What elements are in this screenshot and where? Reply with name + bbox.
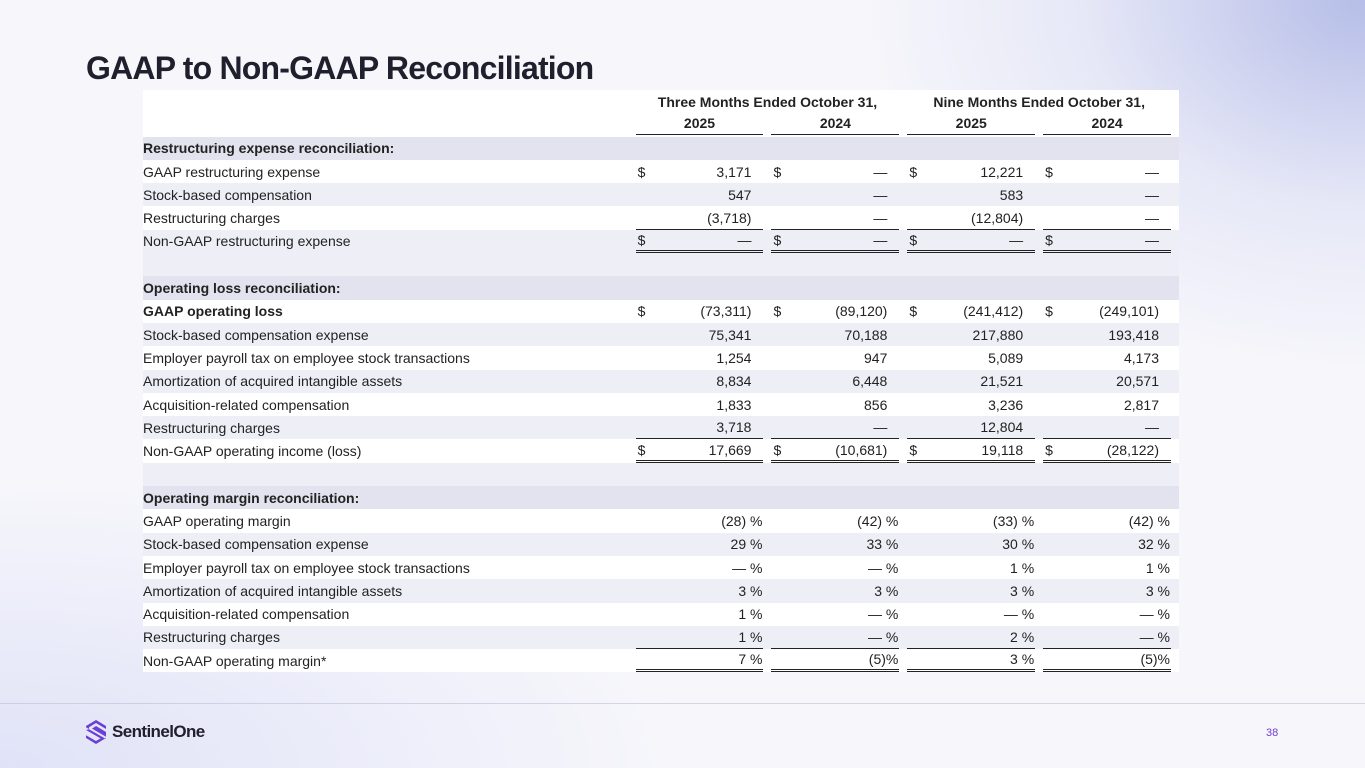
cell-value: — % <box>868 628 899 645</box>
cell-value: 3 % <box>1145 582 1170 599</box>
cell-value: 12,221 <box>980 163 1024 180</box>
cell-value: — <box>873 419 888 436</box>
page-title: GAAP to Non-GAAP Reconciliation <box>86 50 594 86</box>
cell-value: 8,834 <box>716 373 752 390</box>
cell-value: 1 % <box>738 606 763 623</box>
cell-value: — % <box>868 606 899 623</box>
table-row <box>143 370 1179 393</box>
table-row: GAAP operating loss $ (73,311) $ (89,120) $ (241,412) $ (249,101) <box>143 300 1179 323</box>
year-header: 2025 <box>636 113 772 136</box>
row-label: Amortization of acquired intangible assets <box>143 579 636 602</box>
cell-value: 75,341 <box>708 326 752 343</box>
cell-value: — <box>1145 419 1159 436</box>
table-row: GAAP restructuring expense $ 3,171 $ — $ 12,221 $ — <box>143 160 1179 183</box>
cell-value: (28,122) <box>1106 441 1159 458</box>
section-heading: Operating margin reconciliation: <box>143 486 1179 509</box>
row-label: GAAP operating loss <box>143 303 283 320</box>
table-row <box>143 649 1179 672</box>
cell-value: — <box>873 163 888 180</box>
cell-value: 4,173 <box>1123 349 1159 366</box>
cell-value: 3,236 <box>988 396 1024 413</box>
section-heading-row <box>143 137 1179 160</box>
row-label: Amortization of acquired intangible assets <box>143 370 636 393</box>
brand-logo <box>86 720 205 744</box>
cell-value: (42) % <box>857 512 899 529</box>
row-label: Non-GAAP restructuring expense <box>143 230 636 253</box>
table-row <box>143 323 1179 346</box>
cell-value: 583 <box>999 186 1024 203</box>
cell-value: (12,804) <box>971 209 1024 226</box>
table-row <box>143 533 1179 556</box>
cell-value: — <box>737 231 752 248</box>
cell-value: (249,101) <box>1099 303 1159 320</box>
row-label: Stock-based compensation expense <box>143 533 636 556</box>
table-row <box>143 393 1179 416</box>
cell-value: 547 <box>728 186 752 203</box>
cell-value: 947 <box>864 349 888 366</box>
sentinelone-logo-icon <box>86 720 106 744</box>
cell-value: (89,120) <box>835 303 888 320</box>
cell-value: 12,804 <box>980 419 1024 436</box>
table-row: Non-GAAP restructuring expense $ — $ — $ — $ — <box>143 230 1179 253</box>
section-heading-row <box>143 486 1179 509</box>
section-heading: Operating loss reconciliation: <box>143 276 1179 299</box>
cell-value: 21,521 <box>980 373 1024 390</box>
cell-value: — <box>1145 231 1159 248</box>
cell-value: 3,171 <box>716 163 752 180</box>
cell-value: 217,880 <box>972 326 1024 343</box>
section-heading-row <box>143 276 1179 299</box>
cell-value: (10,681) <box>835 441 888 458</box>
year-header: 2024 <box>1043 113 1179 136</box>
cell-value: (3,718) <box>707 209 752 226</box>
row-label: Employer payroll tax on employee stock transactions <box>143 559 470 576</box>
cell-value: — % <box>732 559 763 576</box>
spacer-row <box>143 463 1179 486</box>
row-label: Employer payroll tax on employee stock transactions <box>143 349 470 366</box>
cell-value: — <box>1145 163 1159 180</box>
cell-value: (42) % <box>1128 512 1170 529</box>
row-label: Acquisition-related compensation <box>143 396 350 413</box>
cell-value: (33) % <box>992 512 1035 529</box>
nine-months-header: Nine Months Ended October 31, <box>933 93 1145 110</box>
section-heading: Restructuring expense reconciliation: <box>143 137 1179 160</box>
cell-value: — % <box>1003 606 1035 623</box>
table-row: Non-GAAP operating income (loss) $ 17,669 $ (10,681) $ 19,118 $ (28,122) <box>143 439 1179 462</box>
cell-value: — <box>1009 231 1024 248</box>
row-label: Restructuring charges <box>143 626 636 649</box>
cell-value: — <box>873 209 888 226</box>
cell-value: 6,448 <box>852 373 888 390</box>
cell-value: 30 % <box>1002 536 1035 553</box>
cell-value: (73,311) <box>700 303 752 320</box>
cell-value: 1 % <box>738 628 763 645</box>
page-number: 38 <box>1266 727 1279 739</box>
cell-value: 1 % <box>1010 559 1035 576</box>
cell-value: (5)% <box>868 651 899 668</box>
row-label: Restructuring charges <box>143 416 636 439</box>
brand-name: SentinelOne <box>112 722 205 741</box>
cell-value: 2 % <box>1010 628 1035 645</box>
cell-value: 29 % <box>730 536 763 553</box>
year-header: 2024 <box>771 113 907 136</box>
spacer-row <box>143 253 1179 276</box>
footer-divider <box>0 703 1365 704</box>
row-label: Non-GAAP operating margin* <box>143 652 327 669</box>
row-label: GAAP operating margin <box>143 512 291 529</box>
cell-value: — <box>873 186 888 203</box>
cell-value: 17,669 <box>708 441 752 458</box>
reconciliation-table <box>143 90 1179 672</box>
cell-value: 3,718 <box>716 419 752 436</box>
row-label: Stock-based compensation <box>143 183 636 206</box>
cell-value: 3 % <box>1010 651 1035 668</box>
cell-value: 3 % <box>874 582 899 599</box>
row-label: Restructuring charges <box>143 210 280 227</box>
cell-value: — % <box>1139 606 1170 623</box>
cell-value: 1,254 <box>716 349 752 366</box>
cell-value: 20,571 <box>1116 373 1159 390</box>
cell-value: (5)% <box>1140 651 1170 668</box>
cell-value: 7 % <box>738 651 763 668</box>
cell-value: 856 <box>864 396 888 413</box>
year-header-row <box>143 113 1179 136</box>
cell-value: 5,089 <box>988 349 1024 366</box>
table-row <box>143 346 1179 369</box>
table-row <box>143 206 1179 229</box>
table-row <box>143 183 1179 206</box>
cell-value: 19,118 <box>981 441 1024 458</box>
cell-value: 1,833 <box>716 396 752 413</box>
period-header-row <box>143 90 1179 113</box>
cell-value: — <box>1145 186 1159 203</box>
table-row <box>143 416 1179 439</box>
table-row <box>143 579 1179 602</box>
cell-value: 1 % <box>1145 559 1170 576</box>
row-label: Stock-based compensation expense <box>143 323 636 346</box>
cell-value: (28) % <box>721 512 763 529</box>
row-label: Non-GAAP operating income (loss) <box>143 443 362 460</box>
cell-value: 32 % <box>1138 536 1170 553</box>
cell-value: — <box>1145 209 1159 226</box>
cell-value: 193,418 <box>1108 326 1159 343</box>
row-label: Acquisition-related compensation <box>143 606 350 623</box>
cell-value: 2,817 <box>1123 396 1159 413</box>
row-label: GAAP restructuring expense <box>143 163 321 180</box>
cell-value: (241,412) <box>963 303 1024 320</box>
cell-value: — % <box>868 559 899 576</box>
cell-value: — <box>873 231 888 248</box>
table-row <box>143 603 1179 626</box>
table-row <box>143 509 1179 532</box>
cell-value: 3 % <box>738 582 763 599</box>
table-row <box>143 626 1179 649</box>
cell-value: 3 % <box>1010 582 1035 599</box>
cell-value: — % <box>1139 628 1170 645</box>
cell-value: 33 % <box>866 536 899 553</box>
three-months-header: Three Months Ended October 31, <box>657 93 878 110</box>
cell-value: 70,188 <box>844 326 888 343</box>
year-header: 2025 <box>907 113 1043 136</box>
table-row <box>143 556 1179 579</box>
